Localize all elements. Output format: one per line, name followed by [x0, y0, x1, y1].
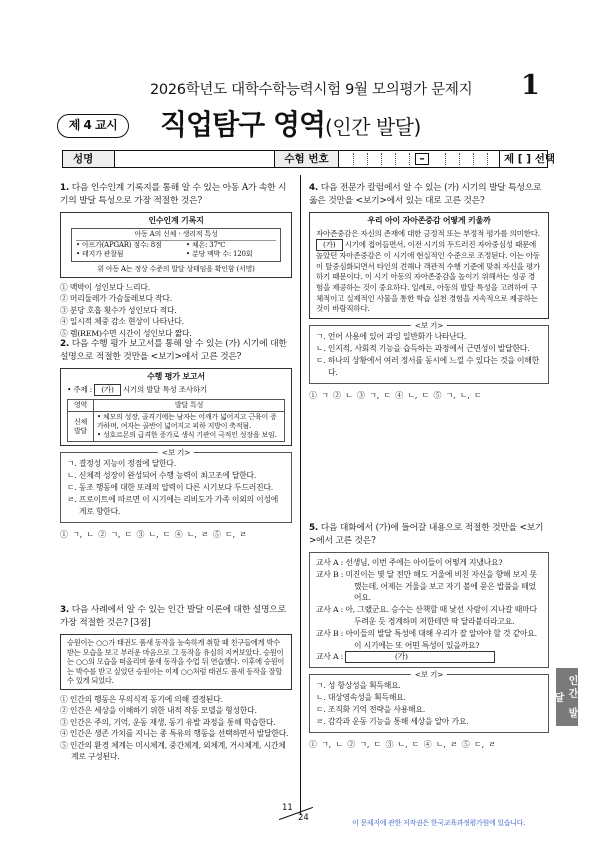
bogi-label: <보 기> [158, 447, 194, 459]
selection-label: 제 [ ] 선택 [499, 151, 549, 167]
answer-choice[interactable]: ⑤ 렘(REM)수면 시간이 성인보다 짧다. [60, 328, 192, 338]
table-item: • 성호르몬의 급격한 증가로 생식 기관이 극적인 성장을 보임. [97, 431, 277, 439]
exam-number-digit[interactable] [449, 153, 460, 165]
question-text [309, 522, 549, 548]
dialogue-speaker: 교사 A : [316, 605, 346, 615]
table-cell: 신체 발달 [68, 412, 94, 442]
blank-ga: (가) [345, 651, 495, 663]
dialogue-line [316, 604, 542, 628]
dialogue-text: 아이들의 발달 특성에 대해 우리가 잘 알아야 할 것 같아요. 이 시기에는 또 어떤 특성이 있을까요? [345, 628, 537, 650]
subject-subtitle: (인간 발달) [325, 115, 421, 139]
answer-choice[interactable]: ④ 인간은 생존 가치를 지니는 종 특유의 행동을 선택하면서 발달한다. [60, 729, 289, 739]
bogi-label: <보 기> [411, 320, 447, 332]
answer-choice[interactable]: ③ 분당 호흡 횟수가 성인보다 적다. [60, 305, 177, 315]
exam-number-label: 수험 번호 [275, 151, 339, 167]
bogi-item: ㄷ. 조직화 기억 전략을 사용해요. [316, 705, 425, 715]
dialogue-line [316, 628, 542, 652]
dialogue-line [316, 557, 542, 569]
table-item: • 체모의 성장, 골격기에는 남자는 어깨가 넓어지고 근육이 증가하며, 여자는 골반이 넓어지고 피하 지방이 축적됨. [97, 413, 277, 430]
question-5 [309, 522, 549, 752]
performance-report-box [60, 368, 292, 446]
blank-ga: (가) [316, 239, 343, 251]
question-number: 3. [60, 605, 70, 615]
name-label: 성명 [63, 151, 115, 167]
record-note: 위 아동 A는 정상 수준의 발달 상태임을 확인함 (서명) [97, 264, 255, 273]
question-stem: 다음 대화에서 (가)에 들어갈 내용으로 적절한 것만을 <보기>에서 고른 것은? [309, 523, 544, 546]
subject-name: 직업탐구 영역 [160, 108, 326, 141]
exam-number-dash: – [415, 153, 429, 165]
answer-choice[interactable]: ⑤ 인간의 환경 체계는 미시체계, 중간체계, 외체계, 거시체계, 시간체계로 구성된다. [60, 740, 286, 762]
page-counter [276, 803, 318, 823]
dialogue-text: 아, 그랬군요. 승수는 산책할 때 낯선 사람이 지나갈 때마다 두려운 듯 경계하며 저한테만 딱 달라붙더라고요. [345, 605, 537, 626]
total-pages: 24 [298, 813, 309, 823]
subject-side-tab: 인간 발달 [556, 668, 578, 726]
bogi-box [309, 320, 549, 384]
blank-ga: (가) [94, 384, 121, 396]
question-stem: 다음 사례에서 알 수 있는 인간 발달 이론에 대한 설명으로 가장 적절한 것은? [3점] [60, 605, 286, 628]
page-number: 1 [521, 70, 540, 101]
dialogue-speaker: 교사 A : [316, 558, 346, 567]
exam-number-digit[interactable] [371, 153, 382, 165]
dialogue-speaker: 교사 A : [316, 652, 346, 662]
box-title: 수행 평가 보고서 [147, 372, 205, 381]
bogi-item: ㄱ. 언어 사용에 있어 과잉 일반화가 나타난다. [316, 331, 467, 341]
answer-choices[interactable]: ① ㄱ, ㄴ ② ㄱ, ㄷ ③ ㄴ, ㄷ ④ ㄴ, ㄹ ⑤ ㄷ, ㄹ [60, 530, 247, 539]
question-stem: 다음 전문가 칼럼에서 알 수 있는 (가) 시기의 발달 특성으로 옳은 것만을 <보기>에서 있는 대로 고른 것은? [309, 183, 542, 206]
trait-item: • 분당 맥박 수: 120회 [186, 250, 253, 258]
column-box [309, 212, 549, 319]
bogi-box [309, 670, 549, 733]
column-text-post: 시기에 접어들면서, 이전 시기의 두드러진 자아중심성 때문에 높았던 자아존중감은 이 시기에 현실적인 수준으로 조정된다. 이는 아동이 탈중심화되면서 타인의 견해나 객관적 수행 기준에 맞춰 자신을 평가하기 때문이다. 이 시기 아동의 자아존중감을 높이기 위해서는 성공 경험을 제공하는 것이 중요하다. 일례로, 아동의 발달 특성을 고려하여 구체적이고 실제적인 사물을 통한 학습 실천 경험을 지속적으로 제공하는 것이 바람직하다. [316, 240, 540, 314]
dialogue-text: 미진이는 몇 달 전만 해도 거울에 비친 자신을 향해 보지 못했는데, 어제는 거울을 보고 자기 볼에 묻은 밥풀을 떼었어요. [345, 569, 537, 603]
answer-choices[interactable]: ① ㄱ, ㄴ ② ㄱ, ㄷ ③ ㄴ, ㄷ ④ ㄴ, ㄹ ⑤ ㄷ, ㄹ [309, 740, 496, 750]
question-text [309, 182, 549, 208]
question-number: 2. [60, 339, 70, 349]
table-header: 영역 [68, 400, 94, 412]
answer-choice[interactable]: ② 머리둘레가 가슴둘레보다 작다. [60, 294, 173, 303]
answer-choice[interactable]: ① 인간의 행동은 무의식적 동기에 의해 결정된다. [60, 694, 223, 704]
topic-text: 시기의 발달 특성 조사하기 [122, 385, 207, 394]
exam-number-digit[interactable] [357, 153, 368, 165]
bogi-item: ㄹ. 프로이트에 따르면 이 시기에는 리비도가 가족 이외의 이성에게로 향한다. [67, 495, 279, 516]
dialogue-line [316, 651, 542, 663]
bogi-item: ㄱ. 결정성 지능이 정점에 달한다. [67, 459, 176, 468]
box-title: 인수인계 기록지 [148, 216, 204, 225]
dialogue-speaker: 교사 B : [316, 628, 346, 638]
copyright-note: 이 문제지에 관한 저작권은 한국교육과정평가원에 있습니다. [352, 819, 526, 827]
question-1 [60, 182, 292, 339]
info-bar [62, 150, 555, 168]
handover-record-box [60, 212, 292, 278]
question-text [60, 182, 292, 208]
dialogue-text: 선생님, 이번 주에는 아이들이 어떻게 지냈나요? [345, 558, 503, 567]
bogi-item: ㄷ. 동조 행동에 대한 또래의 압력이 다른 시기보다 두드러진다. [67, 483, 274, 492]
answer-choice[interactable]: ① 맥박이 성인보다 느리다. [60, 282, 151, 292]
question-2 [60, 338, 292, 542]
question-text [60, 604, 292, 630]
report-topic [67, 384, 285, 396]
exam-number-digit[interactable] [343, 153, 354, 165]
exam-number-digit[interactable] [385, 153, 396, 165]
trait-item: • 태지가 관찰됨 [76, 250, 124, 258]
question-stem: 다음 수행 평가 보고서를 통해 알 수 있는 (가) 시기에 대한 설명으로 적절한 것만을 <보기>에서 고른 것은? [60, 339, 287, 362]
question-4 [309, 182, 549, 402]
table-header: 발달 특성 [94, 400, 285, 412]
bogi-item: ㄷ. 하나의 상황에서 여러 정서를 동시에 느낄 수 있다는 것을 이해한다. [316, 355, 540, 377]
question-number: 4. [309, 183, 319, 193]
answer-choice[interactable]: ④ 일시적 체중 감소 현상이 나타난다. [60, 317, 184, 326]
bogi-item: ㄹ. 감각과 운동 기능을 통해 세상을 알아 가요. [316, 717, 469, 727]
case-box: 승원이는 ○○가 태권도 품새 동작을 능숙하게 취할 때 친구들에게 박수 받는 모습을 보고 부러운 마음으로 그 동작을 유심히 지켜보았다. 승원이는 ○○의 모습을 떠올리며 품새 동작을 수업 뒤 연습했다. 이후에 승원이는 박수를 받고 싶었던 승원이는 이제 ○○처럼 태권도 품새 동작을 잘할 수 있게 되었다. [60, 634, 292, 690]
box-title: 우리 아이 자아존중감 어떻게 키울까 [367, 216, 491, 225]
bogi-label: <보 기> [411, 669, 447, 681]
dialogue-speaker: 교사 B : [316, 569, 346, 579]
answer-choice[interactable]: ② 인간은 세상을 이해하기 위한 내적 작동 모델을 형성한다. [60, 706, 257, 716]
exam-number-digit[interactable] [435, 153, 446, 165]
current-page: 11 [282, 803, 293, 813]
question-3 [60, 604, 292, 763]
question-stem: 다음 인수인계 기록지를 통해 알 수 있는 아동 A가 속한 시기의 발달 특성으로 가장 적절한 것은? [60, 183, 287, 206]
table-cell [94, 412, 285, 442]
traits-table [71, 228, 281, 262]
answer-choices[interactable]: ① ㄱ ② ㄴ ③ ㄱ, ㄷ ④ ㄴ, ㄷ ⑤ ㄱ, ㄴ, ㄷ [309, 390, 482, 400]
answer-choices [60, 694, 292, 763]
answer-choices [60, 282, 292, 340]
traits-title: 아동 A의 신체ㆍ생리적 특성 [76, 230, 276, 241]
exam-title: 2026학년도 대학수학능력시험 9월 모의평가 문제지 [150, 82, 473, 98]
bogi-box [60, 448, 292, 523]
bogi-item: ㄱ. 성 항상성을 획득해요. [316, 681, 401, 691]
dialogue-line [316, 569, 542, 604]
session-badge: 제 4 교시 [57, 114, 129, 138]
question-number: 1. [60, 183, 70, 193]
bogi-item: ㄴ. 대상영속성을 획득해요. [316, 693, 406, 703]
development-table [67, 399, 285, 442]
bogi-item: ㄴ. 신체적 성장이 완성되어 수행 능력이 최고조에 달한다. [67, 471, 257, 480]
column-text-pre: 자아존중감은 자신의 존재에 대한 긍정적 또는 부정적 평가를 의미한다. [316, 228, 540, 238]
name-field[interactable] [115, 151, 275, 167]
topic-label: • 주제 : [67, 385, 93, 394]
question-text [60, 338, 292, 364]
dialogue-box [309, 552, 549, 668]
trait-item: • 아프가(APGAR) 점수: 8점 [76, 240, 162, 249]
trait-item: • 체온: 37℃ [186, 240, 226, 249]
exam-number-digit[interactable] [477, 153, 488, 165]
exam-number-digit[interactable] [399, 153, 410, 165]
question-number: 5. [309, 523, 319, 533]
subject-title [160, 103, 421, 143]
column-text [316, 229, 542, 315]
exam-number-digit[interactable] [463, 153, 474, 165]
column-divider [300, 175, 301, 815]
bogi-item: ㄴ. 인지적, 사회적 기능을 습득하는 과정에서 근면성이 발달한다. [316, 343, 530, 353]
answer-choice[interactable]: ③ 인간은 주의, 기억, 운동 재생, 동기 유발 과정을 통해 학습한다. [60, 717, 276, 727]
